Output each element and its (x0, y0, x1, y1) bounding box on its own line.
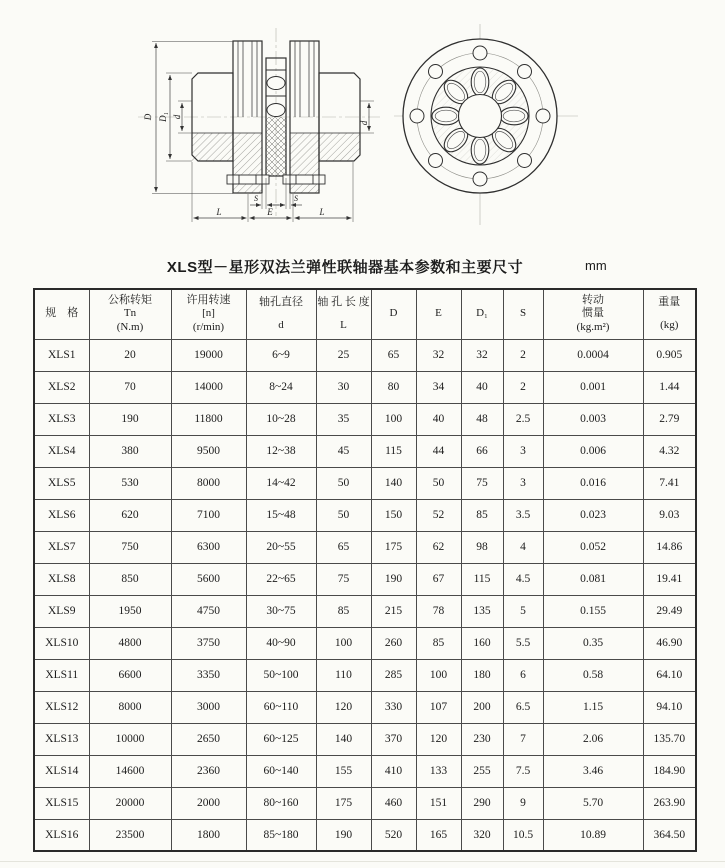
value-cell: 11800 (171, 403, 246, 435)
value-cell: 2 (503, 339, 543, 371)
value-cell: 6~9 (246, 339, 316, 371)
value-cell: 2360 (171, 755, 246, 787)
value-cell: 98 (461, 531, 503, 563)
value-cell: 14~42 (246, 467, 316, 499)
table-row (34, 467, 696, 499)
value-cell: 8000 (171, 467, 246, 499)
value-cell: 50 (416, 467, 461, 499)
value-cell: 3000 (171, 691, 246, 723)
value-cell: 25 (316, 339, 371, 371)
value-cell: 100 (371, 403, 416, 435)
value-cell: 50~100 (246, 659, 316, 691)
spec-cell: XLS14 (34, 755, 89, 787)
column-header: S (503, 289, 543, 339)
value-cell: 107 (416, 691, 461, 723)
column-header: D (371, 289, 416, 339)
table-row (34, 755, 696, 787)
spec-cell: XLS8 (34, 563, 89, 595)
value-cell: 460 (371, 787, 416, 819)
value-cell: 175 (316, 787, 371, 819)
value-cell: 135 (461, 595, 503, 627)
cross-section-drawing (122, 18, 392, 230)
value-cell: 3 (503, 435, 543, 467)
value-cell: 40~90 (246, 627, 316, 659)
value-cell: 40 (416, 403, 461, 435)
value-cell: 151 (416, 787, 461, 819)
table-row (34, 691, 696, 723)
value-cell: 530 (89, 467, 171, 499)
value-cell: 40 (461, 371, 503, 403)
page-title: XLS型－星形双法兰弹性联轴器基本参数和主要尺寸 (166, 259, 524, 276)
spec-cell: XLS2 (34, 371, 89, 403)
center-hub-circle (459, 95, 502, 138)
spec-cell: XLS7 (34, 531, 89, 563)
value-cell: 175 (371, 531, 416, 563)
header-row (34, 289, 696, 339)
column-header: 轴 孔 长 度 L (316, 289, 371, 339)
value-cell: 2.06 (543, 723, 643, 755)
spec-table (33, 288, 697, 852)
value-cell: 65 (371, 339, 416, 371)
value-cell: 230 (461, 723, 503, 755)
value-cell: 30 (316, 371, 371, 403)
value-cell: 0.001 (543, 371, 643, 403)
value-cell: 0.052 (543, 531, 643, 563)
value-cell: 1800 (171, 819, 246, 851)
value-cell: 133 (416, 755, 461, 787)
value-cell: 15~48 (246, 499, 316, 531)
value-cell: 3.46 (543, 755, 643, 787)
spec-cell: XLS12 (34, 691, 89, 723)
unit-label: mm (585, 258, 607, 273)
value-cell: 4.32 (643, 435, 696, 467)
value-cell: 5600 (171, 563, 246, 595)
value-cell: 34 (416, 371, 461, 403)
value-cell: 2.5 (503, 403, 543, 435)
value-cell: 115 (371, 435, 416, 467)
spec-cell: XLS4 (34, 435, 89, 467)
value-cell: 320 (461, 819, 503, 851)
value-cell: 140 (316, 723, 371, 755)
value-cell: 6.5 (503, 691, 543, 723)
column-header: 轴孔直径 d (246, 289, 316, 339)
column-header: 重量 (kg) (643, 289, 696, 339)
table-row (34, 531, 696, 563)
value-cell: 4.5 (503, 563, 543, 595)
table-row (34, 339, 696, 371)
value-cell: 19.41 (643, 563, 696, 595)
spec-cell: XLS15 (34, 787, 89, 819)
dim-label-E: E (267, 207, 273, 217)
value-cell: 10.89 (543, 819, 643, 851)
value-cell: 6600 (89, 659, 171, 691)
spec-cell: XLS10 (34, 627, 89, 659)
value-cell: 1.15 (543, 691, 643, 723)
value-cell: 5.5 (503, 627, 543, 659)
value-cell: 850 (89, 563, 171, 595)
value-cell: 29.49 (643, 595, 696, 627)
table-row (34, 499, 696, 531)
value-cell: 0.003 (543, 403, 643, 435)
value-cell: 115 (461, 563, 503, 595)
value-cell: 120 (416, 723, 461, 755)
value-cell: 184.90 (643, 755, 696, 787)
value-cell: 19000 (171, 339, 246, 371)
value-cell: 50 (316, 499, 371, 531)
table-row (34, 563, 696, 595)
value-cell: 70 (89, 371, 171, 403)
value-cell: 520 (371, 819, 416, 851)
spec-cell: XLS6 (34, 499, 89, 531)
value-cell: 190 (316, 819, 371, 851)
value-cell: 14.86 (643, 531, 696, 563)
value-cell: 10~28 (246, 403, 316, 435)
dim-label-d-right: d (359, 120, 369, 126)
value-cell: 14600 (89, 755, 171, 787)
value-cell: 32 (461, 339, 503, 371)
value-cell: 100 (316, 627, 371, 659)
value-cell: 4 (503, 531, 543, 563)
spec-cell: XLS5 (34, 467, 89, 499)
value-cell: 180 (461, 659, 503, 691)
table-row (34, 435, 696, 467)
column-header: D₁ (461, 289, 503, 339)
value-cell: 62 (416, 531, 461, 563)
table-row (34, 787, 696, 819)
value-cell: 60~110 (246, 691, 316, 723)
value-cell: 23500 (89, 819, 171, 851)
dim-label-S-right: S (294, 194, 298, 203)
value-cell: 20~55 (246, 531, 316, 563)
value-cell: 150 (371, 499, 416, 531)
value-cell: 285 (371, 659, 416, 691)
spec-cell: XLS16 (34, 819, 89, 851)
column-header: 公称转矩 Tn (N.m) (89, 289, 171, 339)
table-row (34, 723, 696, 755)
value-cell: 160 (461, 627, 503, 659)
value-cell: 165 (416, 819, 461, 851)
value-cell: 0.58 (543, 659, 643, 691)
column-header: E (416, 289, 461, 339)
value-cell: 7.5 (503, 755, 543, 787)
front-view-drawing (392, 22, 580, 227)
value-cell: 3350 (171, 659, 246, 691)
value-cell: 750 (89, 531, 171, 563)
value-cell: 0.006 (543, 435, 643, 467)
value-cell: 370 (371, 723, 416, 755)
column-header: 转动 惯量 (kg.m²) (543, 289, 643, 339)
value-cell: 85~180 (246, 819, 316, 851)
table-row (34, 595, 696, 627)
value-cell: 52 (416, 499, 461, 531)
section-hatch (192, 117, 360, 193)
dim-label-D: D (143, 113, 153, 121)
value-cell: 78 (416, 595, 461, 627)
value-cell: 110 (316, 659, 371, 691)
value-cell: 260 (371, 627, 416, 659)
spec-cell: XLS13 (34, 723, 89, 755)
spec-cell: XLS9 (34, 595, 89, 627)
value-cell: 7100 (171, 499, 246, 531)
column-header: 规 格 (34, 289, 89, 339)
value-cell: 30~75 (246, 595, 316, 627)
value-cell: 5.70 (543, 787, 643, 819)
value-cell: 380 (89, 435, 171, 467)
value-cell: 0.016 (543, 467, 643, 499)
value-cell: 0.081 (543, 563, 643, 595)
value-cell: 0.023 (543, 499, 643, 531)
value-cell: 8000 (89, 691, 171, 723)
value-cell: 45 (316, 435, 371, 467)
value-cell: 620 (89, 499, 171, 531)
value-cell: 5 (503, 595, 543, 627)
value-cell: 80~160 (246, 787, 316, 819)
value-cell: 4800 (89, 627, 171, 659)
value-cell: 60~125 (246, 723, 316, 755)
value-cell: 263.90 (643, 787, 696, 819)
value-cell: 80 (371, 371, 416, 403)
value-cell: 12~38 (246, 435, 316, 467)
value-cell: 65 (316, 531, 371, 563)
value-cell: 120 (316, 691, 371, 723)
value-cell: 330 (371, 691, 416, 723)
value-cell: 14000 (171, 371, 246, 403)
value-cell: 290 (461, 787, 503, 819)
table-row (34, 627, 696, 659)
page-bottom-rule (0, 861, 725, 862)
value-cell: 1.44 (643, 371, 696, 403)
value-cell: 200 (461, 691, 503, 723)
value-cell: 4750 (171, 595, 246, 627)
value-cell: 85 (316, 595, 371, 627)
value-cell: 3.5 (503, 499, 543, 531)
table-row (34, 403, 696, 435)
value-cell: 10.5 (503, 819, 543, 851)
value-cell: 8~24 (246, 371, 316, 403)
value-cell: 9500 (171, 435, 246, 467)
value-cell: 48 (461, 403, 503, 435)
value-cell: 2650 (171, 723, 246, 755)
dim-label-L-left: L (216, 207, 222, 217)
dim-label-S-left: S (254, 194, 258, 203)
value-cell: 2 (503, 371, 543, 403)
value-cell: 155 (316, 755, 371, 787)
value-cell: 3 (503, 467, 543, 499)
table-row (34, 819, 696, 851)
value-cell: 9 (503, 787, 543, 819)
value-cell: 135.70 (643, 723, 696, 755)
value-cell: 32 (416, 339, 461, 371)
value-cell: 0.905 (643, 339, 696, 371)
value-cell: 0.35 (543, 627, 643, 659)
dim-label-L-right: L (319, 207, 325, 217)
value-cell: 35 (316, 403, 371, 435)
value-cell: 255 (461, 755, 503, 787)
value-cell: 364.50 (643, 819, 696, 851)
spec-cell: XLS1 (34, 339, 89, 371)
value-cell: 22~65 (246, 563, 316, 595)
value-cell: 9.03 (643, 499, 696, 531)
value-cell: 10000 (89, 723, 171, 755)
value-cell: 190 (89, 403, 171, 435)
value-cell: 3750 (171, 627, 246, 659)
value-cell: 7.41 (643, 467, 696, 499)
value-cell: 6300 (171, 531, 246, 563)
value-cell: 215 (371, 595, 416, 627)
value-cell: 85 (461, 499, 503, 531)
value-cell: 50 (316, 467, 371, 499)
value-cell: 64.10 (643, 659, 696, 691)
value-cell: 0.155 (543, 595, 643, 627)
value-cell: 85 (416, 627, 461, 659)
value-cell: 67 (416, 563, 461, 595)
table-row (34, 659, 696, 691)
spec-cell: XLS3 (34, 403, 89, 435)
dimension-lines (152, 42, 374, 223)
table-row (34, 371, 696, 403)
value-cell: 100 (416, 659, 461, 691)
value-cell: 46.90 (643, 627, 696, 659)
value-cell: 190 (371, 563, 416, 595)
value-cell: 60~140 (246, 755, 316, 787)
value-cell: 75 (316, 563, 371, 595)
value-cell: 0.0004 (543, 339, 643, 371)
dim-label-D1: D₁ (158, 112, 168, 122)
value-cell: 6 (503, 659, 543, 691)
value-cell: 2000 (171, 787, 246, 819)
dim-label-d-left: d (172, 114, 182, 120)
spec-cell: XLS11 (34, 659, 89, 691)
value-cell: 140 (371, 467, 416, 499)
value-cell: 94.10 (643, 691, 696, 723)
value-cell: 2.79 (643, 403, 696, 435)
value-cell: 44 (416, 435, 461, 467)
value-cell: 410 (371, 755, 416, 787)
value-cell: 66 (461, 435, 503, 467)
column-header: 许用转速 [n] (r/min) (171, 289, 246, 339)
value-cell: 1950 (89, 595, 171, 627)
value-cell: 20000 (89, 787, 171, 819)
value-cell: 20 (89, 339, 171, 371)
value-cell: 75 (461, 467, 503, 499)
value-cell: 7 (503, 723, 543, 755)
